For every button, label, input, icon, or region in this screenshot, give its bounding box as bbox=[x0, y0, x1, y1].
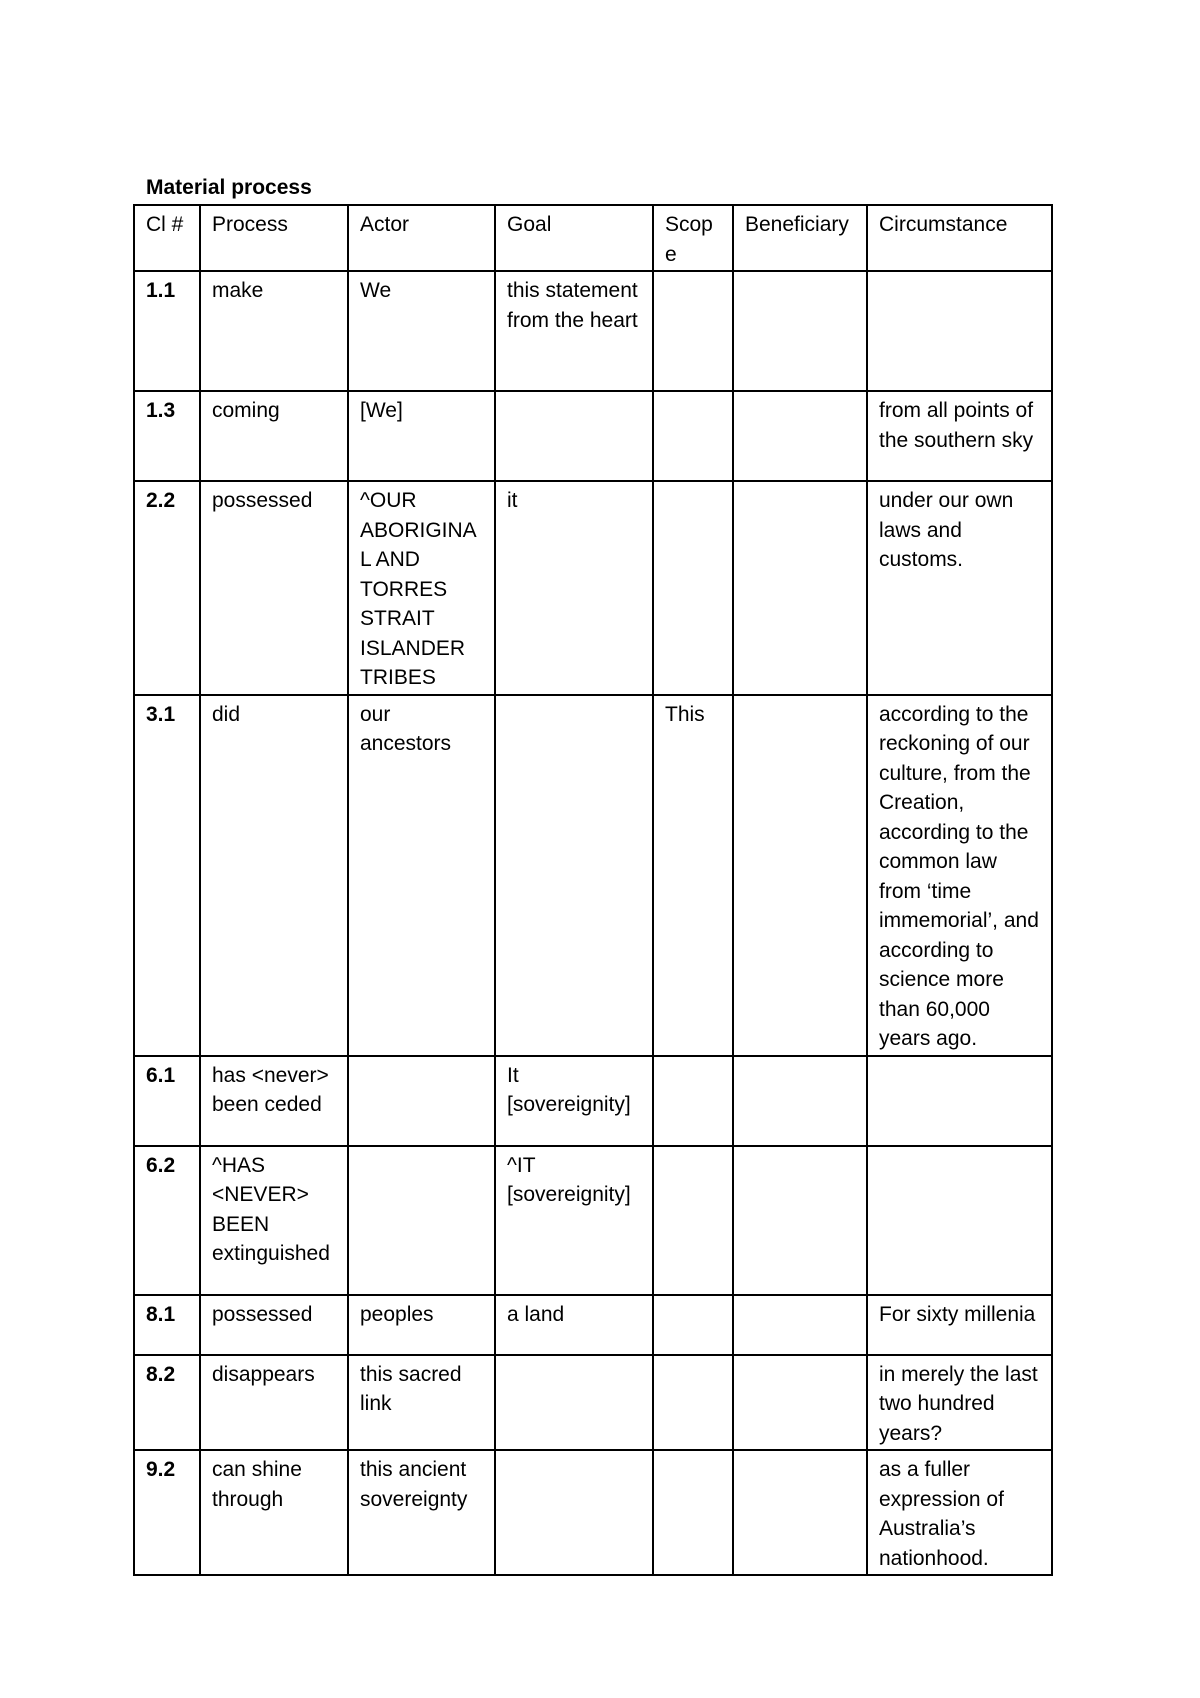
cell-scope bbox=[653, 481, 733, 695]
cell-goal: this statement from the heart bbox=[495, 271, 653, 391]
cell-beneficiary bbox=[733, 1056, 867, 1146]
cell-circumstance: as a fuller expression of Australia’s nationhood. bbox=[867, 1450, 1052, 1575]
cell-actor: [We] bbox=[348, 391, 495, 481]
cell-circumstance: For sixty millenia bbox=[867, 1295, 1052, 1355]
header-cl: Cl # bbox=[134, 205, 200, 271]
cell-circumstance bbox=[867, 1146, 1052, 1295]
header-row bbox=[134, 205, 1052, 271]
cell-circumstance: in merely the last two hundred years? bbox=[867, 1355, 1052, 1451]
cell-goal bbox=[495, 391, 653, 481]
table-row bbox=[134, 1146, 1052, 1295]
cell-cl: 8.2 bbox=[134, 1355, 200, 1451]
cell-actor bbox=[348, 1146, 495, 1295]
table-row bbox=[134, 391, 1052, 481]
cell-beneficiary bbox=[733, 1450, 867, 1575]
cell-goal: a land bbox=[495, 1295, 653, 1355]
cell-cl: 6.1 bbox=[134, 1056, 200, 1146]
cell-actor: We bbox=[348, 271, 495, 391]
cell-circumstance: from all points of the southern sky bbox=[867, 391, 1052, 481]
header-scope: Scope bbox=[653, 205, 733, 271]
cell-actor: this ancient sovereignty bbox=[348, 1450, 495, 1575]
header-goal: Goal bbox=[495, 205, 653, 271]
cell-process: has <never> been ceded bbox=[200, 1056, 348, 1146]
header-circumstance: Circumstance bbox=[867, 205, 1052, 271]
cell-circumstance: under our own laws and customs. bbox=[867, 481, 1052, 695]
header-actor: Actor bbox=[348, 205, 495, 271]
cell-scope bbox=[653, 1056, 733, 1146]
cell-beneficiary bbox=[733, 1355, 867, 1451]
cell-process: ^HAS <NEVER> BEEN extinguished bbox=[200, 1146, 348, 1295]
cell-goal bbox=[495, 1450, 653, 1575]
cell-actor: ^OUR ABORIGINAL AND TORRES STRAIT ISLANDER TRIBES bbox=[348, 481, 495, 695]
cell-scope bbox=[653, 1450, 733, 1575]
cell-actor: peoples bbox=[348, 1295, 495, 1355]
cell-beneficiary bbox=[733, 1146, 867, 1295]
cell-scope bbox=[653, 271, 733, 391]
cell-actor: our ancestors bbox=[348, 695, 495, 1056]
cell-cl: 9.2 bbox=[134, 1450, 200, 1575]
cell-process: coming bbox=[200, 391, 348, 481]
table-row bbox=[134, 271, 1052, 391]
cell-cl: 3.1 bbox=[134, 695, 200, 1056]
cell-process: make bbox=[200, 271, 348, 391]
table-row bbox=[134, 1295, 1052, 1355]
cell-circumstance bbox=[867, 271, 1052, 391]
cell-actor bbox=[348, 1056, 495, 1146]
material-process-table bbox=[133, 204, 1053, 1576]
cell-scope bbox=[653, 1355, 733, 1451]
cell-process: did bbox=[200, 695, 348, 1056]
cell-beneficiary bbox=[733, 1295, 867, 1355]
header-beneficiary: Beneficiary bbox=[733, 205, 867, 271]
cell-process: disappears bbox=[200, 1355, 348, 1451]
cell-cl: 8.1 bbox=[134, 1295, 200, 1355]
cell-process: possessed bbox=[200, 1295, 348, 1355]
table-row bbox=[134, 481, 1052, 695]
cell-scope bbox=[653, 1295, 733, 1355]
cell-circumstance: according to the reckoning of our culture, from the Creation, according to the common law from ‘time immemorial’, and according to science more than 60,000 years ago. bbox=[867, 695, 1052, 1056]
cell-beneficiary bbox=[733, 271, 867, 391]
cell-goal bbox=[495, 1355, 653, 1451]
cell-scope bbox=[653, 1146, 733, 1295]
cell-actor: this sacred link bbox=[348, 1355, 495, 1451]
header-process: Process bbox=[200, 205, 348, 271]
cell-process: can shine through bbox=[200, 1450, 348, 1575]
cell-scope bbox=[653, 391, 733, 481]
cell-cl: 1.1 bbox=[134, 271, 200, 391]
table-row bbox=[134, 1450, 1052, 1575]
table-row bbox=[134, 1355, 1052, 1451]
cell-cl: 1.3 bbox=[134, 391, 200, 481]
table-row bbox=[134, 1056, 1052, 1146]
table-row bbox=[134, 695, 1052, 1056]
cell-beneficiary bbox=[733, 695, 867, 1056]
cell-cl: 2.2 bbox=[134, 481, 200, 695]
cell-goal: It [sovereignity] bbox=[495, 1056, 653, 1146]
cell-beneficiary bbox=[733, 481, 867, 695]
cell-goal: ^IT [sovereignity] bbox=[495, 1146, 653, 1295]
page-title: Material process bbox=[146, 176, 312, 199]
cell-scope: This bbox=[653, 695, 733, 1056]
cell-beneficiary bbox=[733, 391, 867, 481]
cell-goal bbox=[495, 695, 653, 1056]
cell-cl: 6.2 bbox=[134, 1146, 200, 1295]
cell-process: possessed bbox=[200, 481, 348, 695]
cell-goal: it bbox=[495, 481, 653, 695]
cell-circumstance bbox=[867, 1056, 1052, 1146]
